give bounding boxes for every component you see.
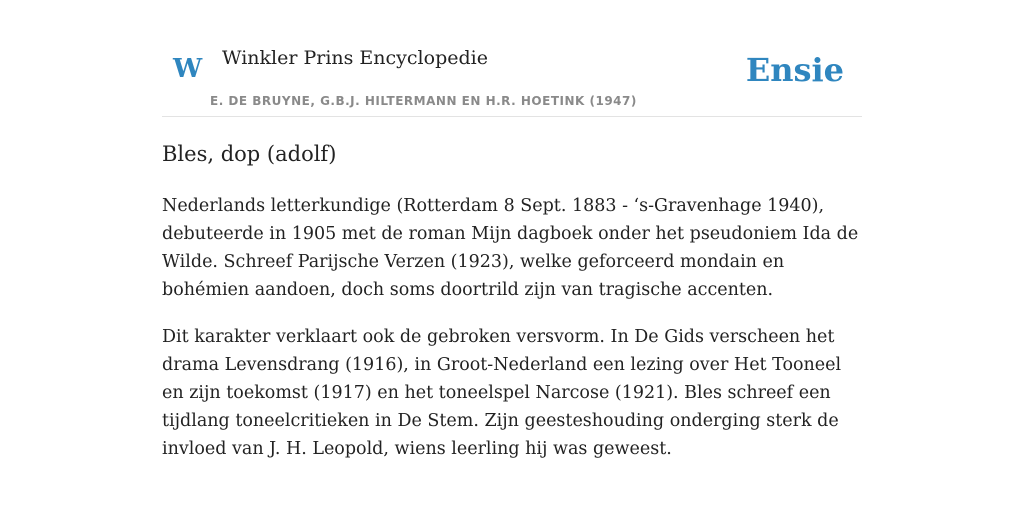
article-body: [162, 192, 862, 482]
article-paragraph: Nederlands letterkundige (Rotterdam 8 Sept. 1883 - ‘s-Gravenhage 1940), debuteerde in 1905 met de roman Mijn dagboek onder het pseudoniem Ida de Wilde. Schreef Parijsche Verzen (1923), welke geforceerd mondain en bohémien aandoen, doch soms doortrild zijn van tragische accenten.: [162, 196, 859, 300]
source-name-link[interactable]: Winkler Prins Encyclopedie: [222, 47, 488, 69]
article-paragraph: Dit karakter verklaart ook de gebroken versvorm. In De Gids verscheen het drama Levensdrang (1916), in Groot-Nederland een lezing over Het Tooneel en zijn toekomst (1917) en het toneelspel Narcose (1921). Bles schreef een tijdlang toneelcritieken in De Stem. Zijn geesteshouding onderging sterk de invloed van J. H. Leopold, wiens leerling hij was geweest.: [162, 327, 842, 459]
source-header: [162, 0, 862, 117]
winkler-prins-logo[interactable]: W: [173, 54, 203, 84]
ensie-logo-link[interactable]: Ensie: [745, 51, 844, 89]
article-title: Bles, dop (adolf): [162, 142, 337, 166]
source-authors: E. DE BRUYNE, G.B.J. HILTERMANN EN H.R. HOETINK (1947): [210, 94, 637, 108]
